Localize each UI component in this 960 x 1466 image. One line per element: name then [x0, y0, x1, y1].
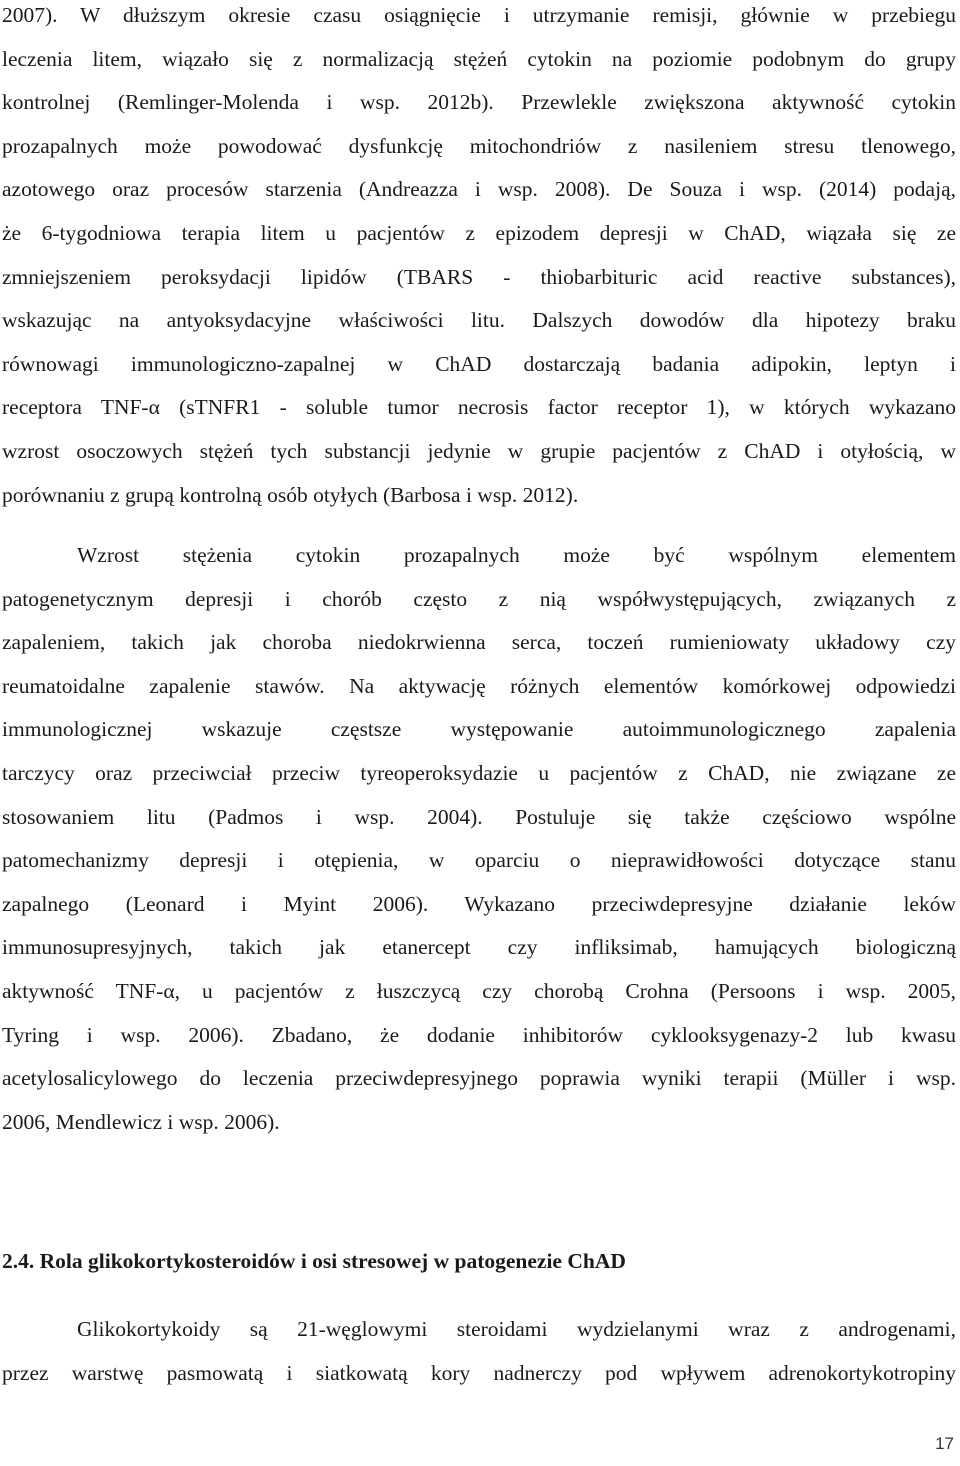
- text-line: że 6-tygodniowa terapia litem u pacjentów z epizodem depresji w ChAD, wiązała się ze: [2, 220, 956, 245]
- paragraph-glucocorticoids: [2, 1308, 956, 1395]
- text-line: zapaleniem, takich jak choroba niedokrwienna serca, toczeń rumieniowaty układowy czy: [2, 630, 956, 655]
- text-line: stosowaniem litu (Padmos i wsp. 2004). Postuluje się także częściowo wspólne: [2, 804, 956, 829]
- section-heading: 2.4. Rola glikokortykosteroidów i osi stresowej w patogenezie ChAD: [2, 1249, 626, 1273]
- text-line: zmniejszeniem peroksydacji lipidów (TBARS - thiobarbituric acid reactive substances),: [2, 264, 956, 289]
- text-line: patogenetycznym depresji i chorób często z nią współwystępujących, związanych z: [2, 586, 956, 611]
- paragraph-lithium-cytokines: [2, 0, 956, 517]
- text-line: acetylosalicylowego do leczenia przeciwdepresyjnego poprawia wyniki terapii (Müller i wsp.: [2, 1066, 956, 1091]
- text-line: immunosupresyjnych, takich jak etanercept czy infliksimab, hamujących biologiczną: [2, 935, 956, 960]
- page-number: 17: [935, 1434, 954, 1453]
- text-line: porównaniu z grupą kontrolną osób otyłych (Barbosa i wsp. 2012).: [2, 482, 579, 507]
- text-line-indented: Wzrost stężenia cytokin prozapalnych może być wspólnym elementem: [77, 543, 956, 567]
- text-line: tarczycy oraz przeciwciał przeciw tyreoperoksydazie u pacjentów z ChAD, nie związane ze: [2, 760, 956, 785]
- text-line: wzrost osoczowych stężeń tych substancji jedynie w grupie pacjentów z ChAD i otyłością, w: [2, 438, 956, 463]
- text-line: leczenia litem, wiązało się z normalizacją stężeń cytokin na poziomie podobnym do grupy: [2, 46, 956, 71]
- text-line: równowagi immunologiczno-zapalnej w ChAD dostarczają badania adipokin, leptyn i: [2, 351, 956, 376]
- text-line: Tyring i wsp. 2006). Zbadano, że dodanie inhibitorów cyklooksygenazy-2 lub kwasu: [2, 1022, 956, 1047]
- text-line: przez warstwę pasmowatą i siatkowatą kory nadnerczy pod wpływem adrenokortykotropiny: [2, 1360, 956, 1385]
- text-line: zapalnego (Leonard i Myint 2006). Wykazano przeciwdepresyjne działanie leków: [2, 891, 956, 916]
- text-line: azotowego oraz procesów starzenia (Andreazza i wsp. 2008). De Souza i wsp. (2014) podają,: [2, 177, 956, 202]
- text-line: patomechanizmy depresji i otępienia, w oparciu o nieprawidłowości dotyczące stanu: [2, 848, 956, 873]
- text-line: receptora TNF-α (sTNFR1 - soluble tumor necrosis factor receptor 1), w których wykazano: [2, 395, 956, 420]
- text-line: wskazując na antyoksydacyjne właściwości litu. Dalszych dowodów dla hipotezy braku: [2, 308, 956, 333]
- text-line: aktywność TNF-α, u pacjentów z łuszczycą czy chorobą Crohna (Persoons i wsp. 2005,: [2, 978, 956, 1003]
- text-line: kontrolnej (Remlinger-Molenda i wsp. 2012b). Przewlekle zwiększona aktywność cytokin: [2, 90, 956, 115]
- paragraph-inflammation-comorbidity: [2, 534, 956, 1144]
- text-line: immunologicznej wskazuje częstsze występowanie autoimmunologicznego zapalenia: [2, 717, 956, 742]
- text-line: 2007). W dłuższym okresie czasu osiągnięcie i utrzymanie remisji, głównie w przebiegu: [2, 3, 956, 27]
- text-line: 2006, Mendlewicz i wsp. 2006).: [2, 1109, 280, 1134]
- text-line-indented: Glikokortykoidy są 21-węglowymi steroidami wydzielanymi wraz z androgenami,: [77, 1317, 956, 1341]
- text-line: prozapalnych może powodować dysfunkcję mitochondriów z nasileniem stresu tlenowego,: [2, 133, 956, 158]
- text-line: reumatoidalne zapalenie stawów. Na aktywację różnych elementów komórkowej odpowiedzi: [2, 673, 956, 698]
